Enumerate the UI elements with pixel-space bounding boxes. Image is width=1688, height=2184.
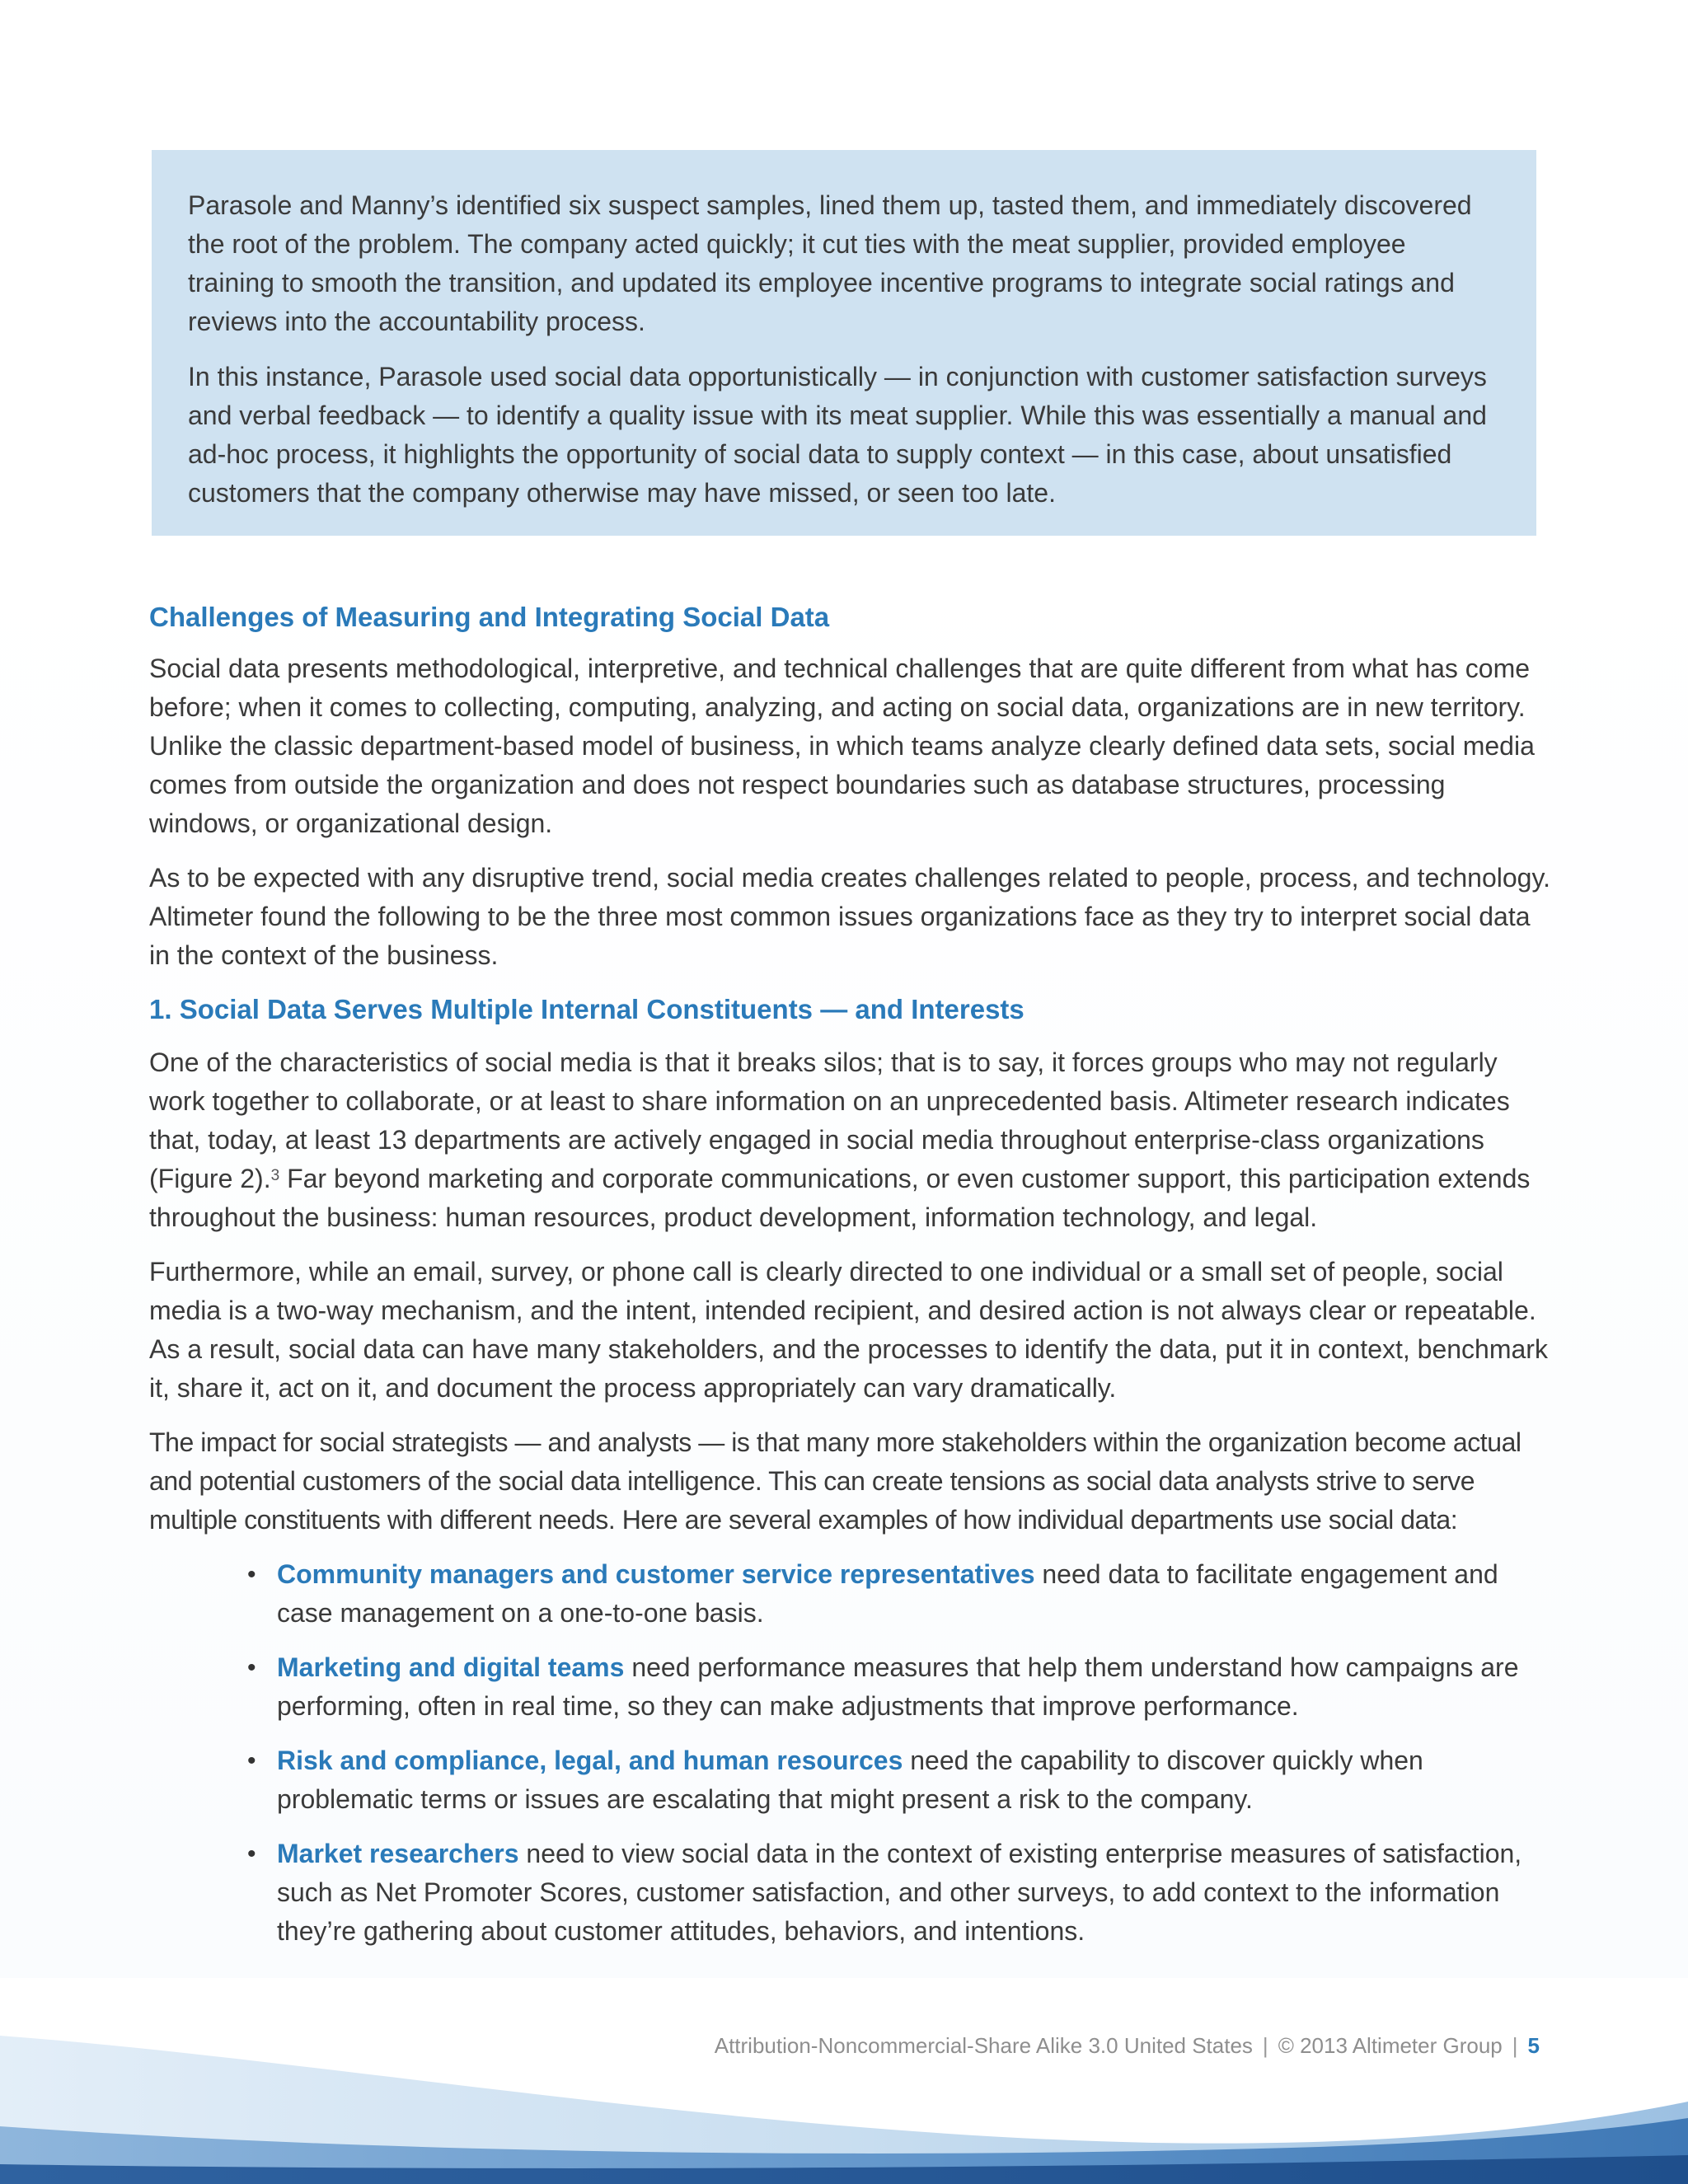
list-item — [247, 1648, 1550, 1726]
section-paragraph-1: Social data presents methodological, interpretive, and technical challenges that are quite different from what has come before; when it comes to collecting, computing, analyzing, and acting on social data, organizations are in new territory. Unlike the classic department-based model of business, in which teams analyze clearly defined data sets, social media comes from outside the organization and does not respect boundaries such as database structures, processing windows, or organizational design. — [149, 654, 1535, 838]
list-item — [247, 1555, 1550, 1633]
bullet-icon: • — [247, 1747, 256, 1774]
subsection-heading: 1. Social Data Serves Multiple Internal Constituents — and Interests — [149, 994, 1025, 1024]
list-item-lead: Market researchers — [277, 1839, 519, 1868]
subsection-paragraph-3: The impact for social strategists — and analysts — is that many more stakeholders within the organization become actual and potential customers of the social data intelligence. This can create tensions as social data analysts strive to serve multiple constituents with different needs. Here are several examples of how individual departments use social data: — [149, 1427, 1522, 1535]
page-number: 5 — [1527, 2033, 1540, 2058]
list-item-lead: Community managers and customer service representatives — [277, 1559, 1035, 1589]
case-study-callout — [152, 150, 1536, 536]
bullet-icon: • — [247, 1840, 256, 1868]
paragraph-text: One of the characteristics of social media is that it breaks silos; that is to say, it forces groups who may not regularly work together to collaborate, or at least to share information on an unprecedented basis. Altimeter research indicates that, today, at least 13 departments are actively engaged in social media throughout enterprise-class organizations (Figure 2). — [149, 1047, 1510, 1193]
callout-paragraph-1: Parasole and Manny’s identified six suspect samples, lined them up, tasted them, and immediately discovered the root of the problem. The company acted quickly; it cut ties with the meat supplier, provided employee training to smooth the transition, and updated its employee incentive programs to integrate social ratings and reviews into the accountability process. — [188, 190, 1472, 336]
footnote-reference: 3 — [270, 1167, 280, 1184]
callout-paragraph-2: In this instance, Parasole used social data opportunistically — in conjunction with customer satisfaction surveys and verbal feedback — to identify a quality issue with its meat supplier. While this was essentially a manual and ad-hoc process, it highlights the opportunity of social data to supply context — in this case, about unsatisfied customers that the company otherwise may have missed, or seen too late. — [188, 362, 1487, 508]
license-text: Attribution-Noncommercial-Share Alike 3.0 United States — [714, 2033, 1253, 2058]
paragraph-text: Far beyond marketing and corporate communications, or even customer support, this participation extends throughout the business: human resources, product development, information technology, and legal. — [149, 1164, 1531, 1232]
list-item — [247, 1741, 1550, 1819]
main-content — [149, 598, 1550, 1966]
list-item-lead: Risk and compliance, legal, and human resources — [277, 1746, 903, 1775]
list-item-lead: Marketing and digital teams — [277, 1652, 625, 1682]
copyright-text: © 2013 Altimeter Group — [1278, 2033, 1503, 2058]
section-paragraph-2: As to be expected with any disruptive trend, social media creates challenges related to people, process, and technology. Altimeter found the following to be the three most common issues organizations face as they try to interpret social data in the context of the business. — [149, 863, 1550, 970]
subsection-paragraph-1 — [149, 1043, 1550, 1237]
footer-separator: | — [1262, 2033, 1268, 2058]
bullet-icon: • — [247, 1561, 256, 1588]
bullet-icon: • — [247, 1654, 256, 1681]
section-heading: Challenges of Measuring and Integrating Social Data — [149, 602, 830, 632]
list-item-text: need performance measures that help them understand how campaigns are performing, often in real time, so they can make adjustments that improve performance. — [277, 1652, 1519, 1721]
list-item-text: need to view social data in the context of existing enterprise measures of satisfaction, such as Net Promoter Scores, customer satisfaction, and other surveys, to add context to the information they’re gathering about customer attitudes, behaviors, and intentions. — [277, 1839, 1522, 1946]
department-uses-list — [149, 1555, 1550, 1951]
list-item-text: need data to facilitate engagement and case management on a one-to-one basis. — [277, 1559, 1498, 1628]
subsection-paragraph-2: Furthermore, while an email, survey, or phone call is clearly directed to one individual or a small set of people, social media is a two-way mechanism, and the intent, intended recipient, and desired action is not always clear or repeatable. As a result, social data can have many stakeholders, and the processes to identify the data, put it in context, benchmark it, share it, act on it, and document the process appropriately can vary dramatically. — [149, 1257, 1548, 1403]
footer-separator: | — [1512, 2033, 1518, 2058]
list-item-text: need the capability to discover quickly when problematic terms or issues are escalating that might present a risk to the company. — [277, 1746, 1423, 1814]
list-item — [247, 1835, 1550, 1951]
page-footer — [0, 2031, 1540, 2060]
